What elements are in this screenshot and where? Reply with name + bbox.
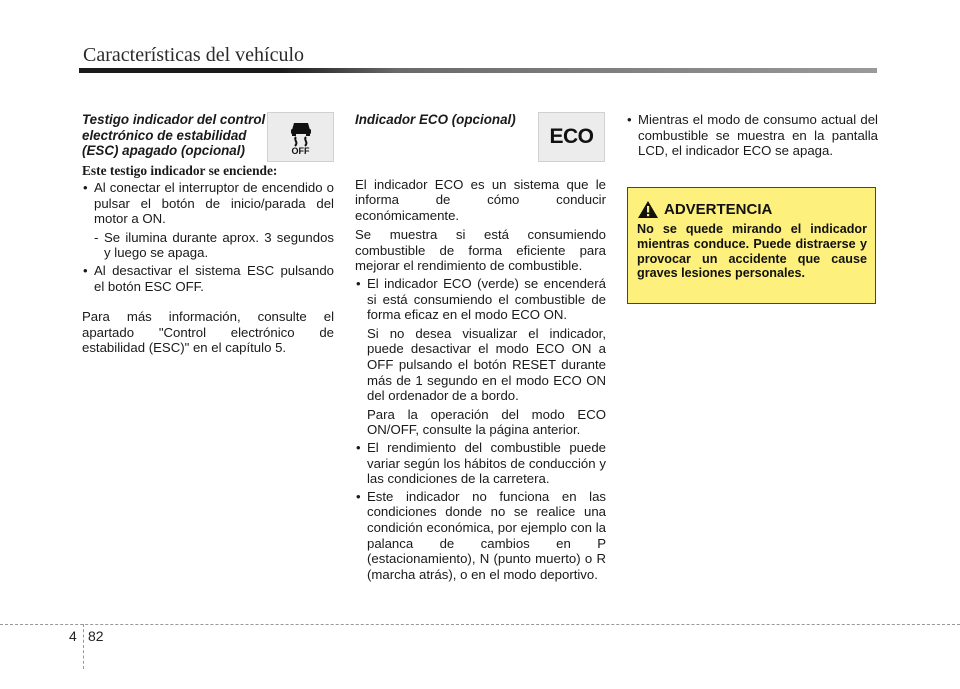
eco-bullet-3: • Este indicador no funciona en las condiciones donde no se realice una condición económica, por ejemplo con la palanca de cambios en P (estacionamiento), N (punto muerto) o R (marcha atrás), o en el modo deportivo. xyxy=(355,489,606,583)
esc-off-indicator-icon xyxy=(267,112,334,162)
page-number: 82 xyxy=(88,628,104,644)
eco-sub-paragraph-2: Para la operación del modo ECO ON/OFF, consulte la página anterior. xyxy=(367,406,606,438)
eco-indicator-icon xyxy=(538,112,605,162)
eco-paragraph-1: El indicador ECO es un sistema que le informa de cómo conducir económicamente. xyxy=(355,176,606,223)
esc-off-subheading: Este testigo indicador se enciende: xyxy=(82,162,278,178)
esc-off-paragraph: Para más información, consulte el apartado "Control electrónico de estabilidad (ESC)" en el capítulo 5. xyxy=(82,309,334,356)
esc-off-dash-text: Se ilumina durante aprox. 3 segundos y luego se apaga. xyxy=(104,229,334,261)
warning-title: ADVERTENCIA xyxy=(664,201,773,218)
eco-heading: Indicador ECO (opcional) xyxy=(355,112,516,127)
esc-off-icon-label: OFF xyxy=(291,145,310,156)
eco-bullet-4: • Mientras el modo de consumo actual del combustible se muestra en la pantalla LCD, el indicador ECO se apaga. xyxy=(626,112,878,159)
eco-bullet-1: • El indicador ECO (verde) se encenderá si está consumiendo el combustible de forma eficaz en el modo ECO ON. xyxy=(355,276,606,323)
esc-off-bullet-2: • Al desactivar el sistema ESC pulsando el botón ESC OFF. xyxy=(82,263,334,294)
esc-off-dash-item xyxy=(82,230,334,261)
warning-header xyxy=(637,200,867,219)
page-header-title: Características del vehículo xyxy=(83,44,305,66)
eco-sub-paragraph-1: Si no desea visualizar el indicador, puede desactivar el modo ECO ON a OFF pulsando el botón RESET durante más de 1 segundo en el modo ECO ON del ordenador de a bordo. xyxy=(367,325,606,404)
eco-icon-label: ECO xyxy=(549,125,594,148)
warning-text: No se quede mirando el indicador mientras conduce. Puede distraerse y provocar un accidente que cause graves lesiones personales. xyxy=(637,222,867,281)
warning-box xyxy=(627,187,876,304)
warning-triangle-icon xyxy=(637,200,659,219)
dash-mark: - xyxy=(94,229,99,245)
eco-bullet-2: • El rendimiento del combustible puede variar según los hábitos de conducción y las condiciones de la carretera. xyxy=(355,440,606,487)
footer-rule xyxy=(0,624,960,625)
esc-off-heading: Testigo indicador del control electrónico de estabilidad (ESC) apagado (opcional) xyxy=(82,112,266,158)
esc-off-bullet-1: • Al conectar el interruptor de encendido o pulsar el botón de inicio/parada del motor a ON. xyxy=(82,180,334,227)
column-eco-continued xyxy=(626,112,878,159)
eco-paragraph-2: Se muestra si está consumiendo combustible de forma eficiente para mejorar el rendimiento de combustible. xyxy=(355,227,606,274)
column-eco xyxy=(355,112,606,582)
header-rule xyxy=(79,68,877,73)
esc-car-skid-icon xyxy=(288,119,314,147)
chapter-number: 4 xyxy=(69,628,77,644)
footer-divider xyxy=(83,624,84,669)
